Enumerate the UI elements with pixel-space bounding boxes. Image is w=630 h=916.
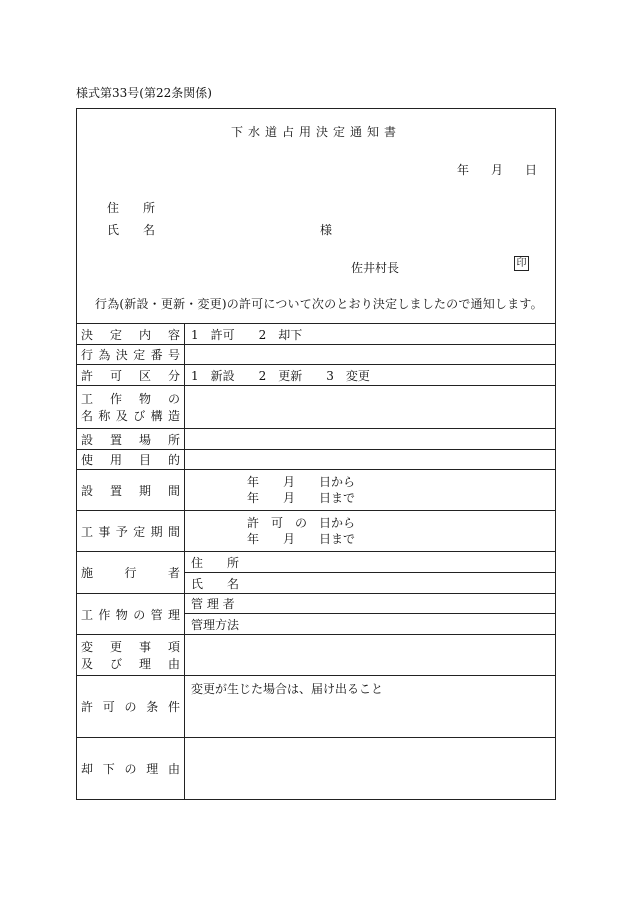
table-row bbox=[77, 365, 555, 386]
table-row bbox=[77, 324, 555, 345]
decision-label: 決定内容 bbox=[77, 324, 185, 345]
changes-label-line1: 変更事項 bbox=[81, 640, 180, 654]
decision-number-label: 行為決定番号 bbox=[77, 345, 185, 365]
structure-value bbox=[185, 386, 556, 429]
purpose-label: 使用目的 bbox=[77, 450, 185, 470]
table-row bbox=[77, 552, 555, 573]
permit-type-value: 1 新設 2 更新 3 変更 bbox=[185, 365, 556, 386]
changes-label bbox=[77, 635, 185, 676]
conditions-value: 変更が生じた場合は、届け出ること bbox=[185, 676, 556, 738]
recipient-honorific: 様 bbox=[320, 223, 333, 237]
recipient-name-label: 氏 名 bbox=[107, 223, 156, 237]
notice-form bbox=[76, 108, 556, 800]
conditions-label: 許可の条件 bbox=[77, 676, 185, 738]
changes-value bbox=[185, 635, 556, 676]
issuer-name: 佐井村長 bbox=[351, 261, 400, 275]
table-row bbox=[77, 635, 555, 676]
contractor-name-label: 氏 名 bbox=[185, 573, 556, 594]
install-period-value bbox=[185, 470, 556, 511]
table-row bbox=[77, 511, 555, 552]
work-period-value bbox=[185, 511, 556, 552]
notice-text: 行為(新設・更新・変更)の許可について次のとおり決定しましたので通知します。 bbox=[95, 297, 543, 311]
install-period-label: 設置期間 bbox=[77, 470, 185, 511]
decision-number-value bbox=[185, 345, 556, 365]
date-line bbox=[435, 161, 537, 178]
location-label: 設置場所 bbox=[77, 429, 185, 450]
rejection-label: 却下の理由 bbox=[77, 738, 185, 800]
day-label: 日 bbox=[524, 163, 537, 177]
table-row bbox=[77, 676, 555, 738]
contractor-address-label: 住 所 bbox=[185, 552, 556, 573]
manager-label: 管 理 者 bbox=[185, 594, 556, 614]
seal-mark: 印 bbox=[514, 256, 529, 271]
table-row bbox=[77, 429, 555, 450]
structure-label-line2: 名称及び構造 bbox=[81, 409, 180, 423]
table-row bbox=[77, 470, 555, 511]
structure-mgmt-label: 工作物の管理 bbox=[77, 594, 185, 635]
management-method-label: 管理方法 bbox=[185, 614, 556, 635]
form-table bbox=[77, 323, 555, 800]
table-row bbox=[77, 450, 555, 470]
changes-label-line2: 及び理由 bbox=[81, 657, 180, 671]
permit-type-label: 許可区分 bbox=[77, 365, 185, 386]
structure-label bbox=[77, 386, 185, 429]
table-row bbox=[77, 386, 555, 429]
work-period-to: 年 月 日まで bbox=[247, 532, 356, 546]
install-period-to: 年 月 日まで bbox=[247, 491, 356, 505]
form-header bbox=[77, 109, 555, 323]
work-period-from: 許 可 の 日から bbox=[247, 516, 356, 530]
structure-label-line1: 工作物の bbox=[81, 392, 180, 406]
table-row bbox=[77, 345, 555, 365]
recipient-address-label: 住 所 bbox=[107, 201, 156, 215]
rejection-value bbox=[185, 738, 556, 800]
table-row bbox=[77, 594, 555, 614]
year-label: 年 bbox=[456, 163, 469, 177]
install-period-from: 年 月 日から bbox=[247, 475, 356, 489]
purpose-value bbox=[185, 450, 556, 470]
form-caption: 様式第33号(第22条関係) bbox=[76, 86, 212, 100]
table-row bbox=[77, 738, 555, 800]
work-period-label: 工事予定期間 bbox=[77, 511, 185, 552]
decision-value: 1 許可 2 却下 bbox=[185, 324, 556, 345]
document-title: 下水道占用決定通知書 bbox=[230, 125, 401, 139]
location-value bbox=[185, 429, 556, 450]
contractor-label: 施行者 bbox=[77, 552, 185, 594]
month-label: 月 bbox=[490, 163, 503, 177]
